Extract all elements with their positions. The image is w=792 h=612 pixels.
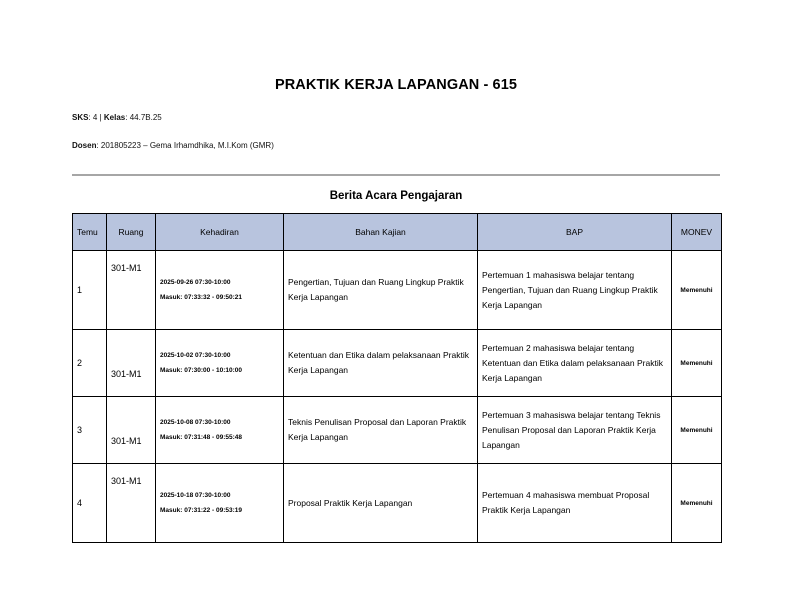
cell-bahan-kajian: Teknis Penulisan Proposal dan Laporan Praktik Kerja Lapangan — [284, 397, 478, 464]
cell-temu: 2 — [73, 330, 107, 397]
sks-value: : 4 | — [88, 113, 102, 122]
sks-label: SKS — [72, 113, 89, 122]
header-kehadiran: Kehadiran — [156, 214, 284, 251]
cell-kehadiran — [156, 464, 284, 543]
dosen-label: Dosen — [72, 141, 97, 150]
teaching-record-table — [72, 213, 722, 543]
cell-bahan-kajian: Pengertian, Tujuan dan Ruang Lingkup Praktik Kerja Lapangan — [284, 251, 478, 330]
cell-bahan-kajian: Ketentuan dan Etika dalam pelaksanaan Praktik Kerja Lapangan — [284, 330, 478, 397]
masuk-text: Masuk: 07:31:22 - 09:53:19 — [160, 507, 243, 514]
document-title: PRAKTIK KERJA LAPANGAN - 615 — [274, 77, 518, 93]
cell-monev: Memenuhi — [672, 397, 722, 464]
cell-ruang: 301-M1 — [107, 464, 156, 543]
header-monev: MONEV — [672, 214, 722, 251]
cell-bap: Pertemuan 3 mahasiswa belajar tentang Teknis Penulisan Proposal dan Laporan Praktik Kerja Lapangan — [478, 397, 672, 464]
cell-temu: 3 — [73, 397, 107, 464]
lecturer-info — [72, 141, 274, 150]
cell-ruang — [107, 330, 156, 397]
cell-monev: Memenuhi — [672, 251, 722, 330]
ruang-text: 301-M1 — [111, 436, 142, 446]
kelas-value: : 44.7B.25 — [125, 113, 162, 122]
table-row — [73, 397, 722, 464]
cell-bap: Pertemuan 1 mahasiswa belajar tentang Pengertian, Tujuan dan Ruang Lingkup Praktik Kerja Lapangan — [478, 251, 672, 330]
course-info — [72, 113, 162, 122]
cell-ruang — [107, 397, 156, 464]
cell-monev: Memenuhi — [672, 464, 722, 543]
kelas-label: Kelas — [103, 113, 126, 122]
cell-kehadiran — [156, 397, 284, 464]
section-subtitle: Berita Acara Pengajaran — [329, 190, 463, 202]
cell-kehadiran — [156, 251, 284, 330]
cell-bap: Pertemuan 4 mahasiswa membuat Proposal Praktik Kerja Lapangan — [478, 464, 672, 543]
header-bap: BAP — [478, 214, 672, 251]
cell-temu: 1 — [73, 251, 107, 330]
header-ruang: Ruang — [107, 214, 156, 251]
header-temu: Temu — [73, 214, 107, 251]
cell-ruang: 301-M1 — [107, 251, 156, 330]
header-bahan-kajian: Bahan Kajian — [284, 214, 478, 251]
table-row — [73, 464, 722, 543]
jadwal-text: 2025-10-02 07:30-10:00 — [160, 352, 231, 359]
cell-bahan-kajian: Proposal Praktik Kerja Lapangan — [284, 464, 478, 543]
table-row — [73, 330, 722, 397]
masuk-text: Masuk: 07:33:32 - 09:50:21 — [160, 294, 243, 301]
separator-line — [72, 174, 720, 176]
cell-temu: 4 — [73, 464, 107, 543]
dosen-value: : 201805223 – Gema Irhamdhika, M.I.Kom (GMR) — [96, 141, 274, 150]
table-row — [73, 251, 722, 330]
jadwal-text: 2025-10-18 07:30-10:00 — [160, 492, 231, 499]
cell-kehadiran — [156, 330, 284, 397]
ruang-text: 301-M1 — [111, 369, 142, 379]
cell-monev: Memenuhi — [672, 330, 722, 397]
masuk-text: Masuk: 07:30:00 - 10:10:00 — [160, 367, 243, 374]
table-header-row — [73, 214, 722, 251]
jadwal-text: 2025-09-26 07:30-10:00 — [160, 279, 231, 286]
masuk-text: Masuk: 07:31:48 - 09:55:48 — [160, 434, 243, 441]
jadwal-text: 2025-10-08 07:30-10:00 — [160, 419, 231, 426]
cell-bap: Pertemuan 2 mahasiswa belajar tentang Ketentuan dan Etika dalam pelaksanaan Praktik Kerja Lapangan — [478, 330, 672, 397]
